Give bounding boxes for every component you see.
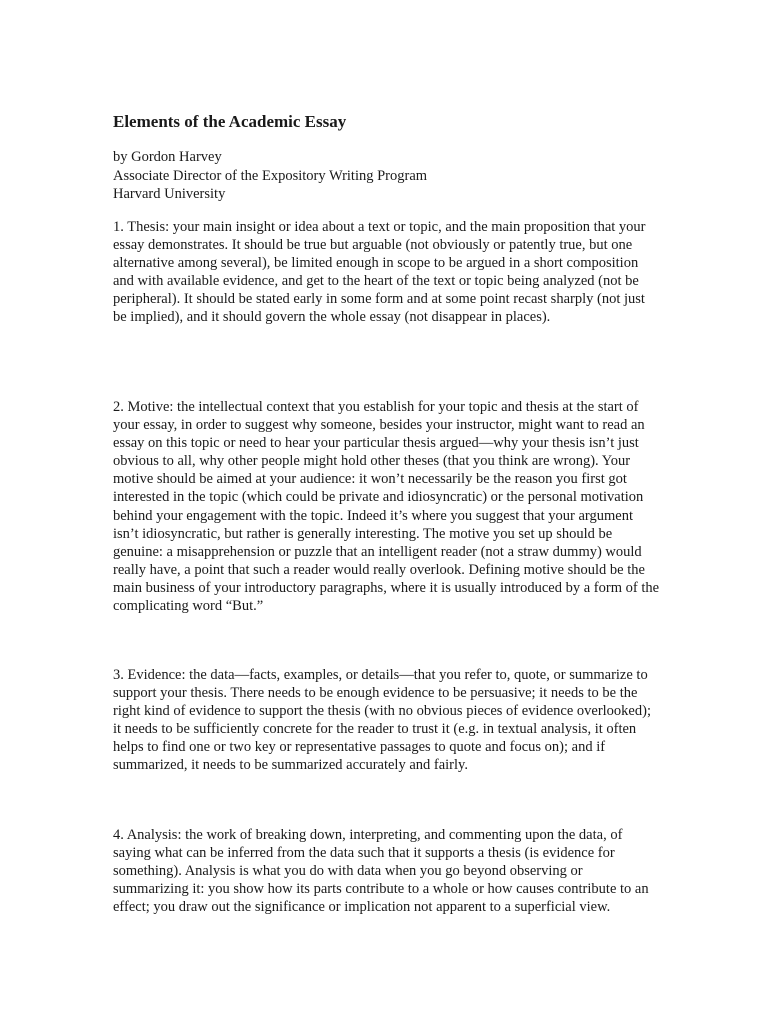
document-title: Elements of the Academic Essay xyxy=(113,112,347,131)
author-institution: Harvard University xyxy=(113,186,226,202)
author-byline: by Gordon Harvey xyxy=(113,149,222,165)
section-analysis: 4. Analysis: the work of breaking down, interpreting, and commenting upon the data, of saying what can be inferred from the data such that it supports a thesis (is evidence for something). Analysis is what you do with data when you go beyond observing or summarizing it: you show how its parts contribute to a whole or how causes contribute to an effect; you draw out the significance or implication not apparent to a superficial view. xyxy=(113,827,649,916)
author-position: Associate Director of the Expository Writing Program xyxy=(113,167,428,184)
author-block xyxy=(113,148,673,204)
section-thesis: 1. Thesis: your main insight or idea about a text or topic, and the main proposition that your essay demonstrates. It should be true but arguable (not obviously or patently true, but one alternative among several), be limited enough in scope to be argued in a short composition and with available evidence, and get to the heart of the text or topic being analyzed (not be peripheral). It should be stated early in some form and at some point recast sharply (not just be implied), and it should govern the whole essay (not disappear in places). xyxy=(113,219,646,326)
section-motive: 2. Motive: the intellectual context that you establish for your topic and thesis at the start of your essay, in order to suggest why someone, besides your instructor, might want to read an essay on this topic or need to hear your particular thesis argued—why your thesis isn’t just obvious to all, why other people might hold other theses (that you think are wrong). Your motive should be aimed at your audience: it won’t necessarily be the reason you first got interested in the topic (which could be private and idiosyncratic) or the personal motivation behind your engagement with the topic. Indeed it’s where you suggest that your argument isn’t idiosyncratic, but rather is generally interesting. The motive you set up should be genuine: a misapprehension or puzzle that an intelligent reader (not a straw dummy) would really have, a point that such a reader would really overlook. Defining motive should be the main business of your introductory paragraphs, where it is usually introduced by a form of the complicating word “But.” xyxy=(113,399,660,615)
section-evidence: 3. Evidence: the data—facts, examples, or details—that you refer to, quote, or summarize to support your thesis. There needs to be enough evidence to be persuasive; it needs to be the right kind of evidence to support the thesis (with no obvious pieces of evidence overlooked); it needs to be sufficiently concrete for the reader to trust it (e.g. in textual analysis, it often helps to find one or two key or representative passages to quote and focus on); and if summarized, it needs to be summarized accurately and fairly. xyxy=(113,667,651,774)
